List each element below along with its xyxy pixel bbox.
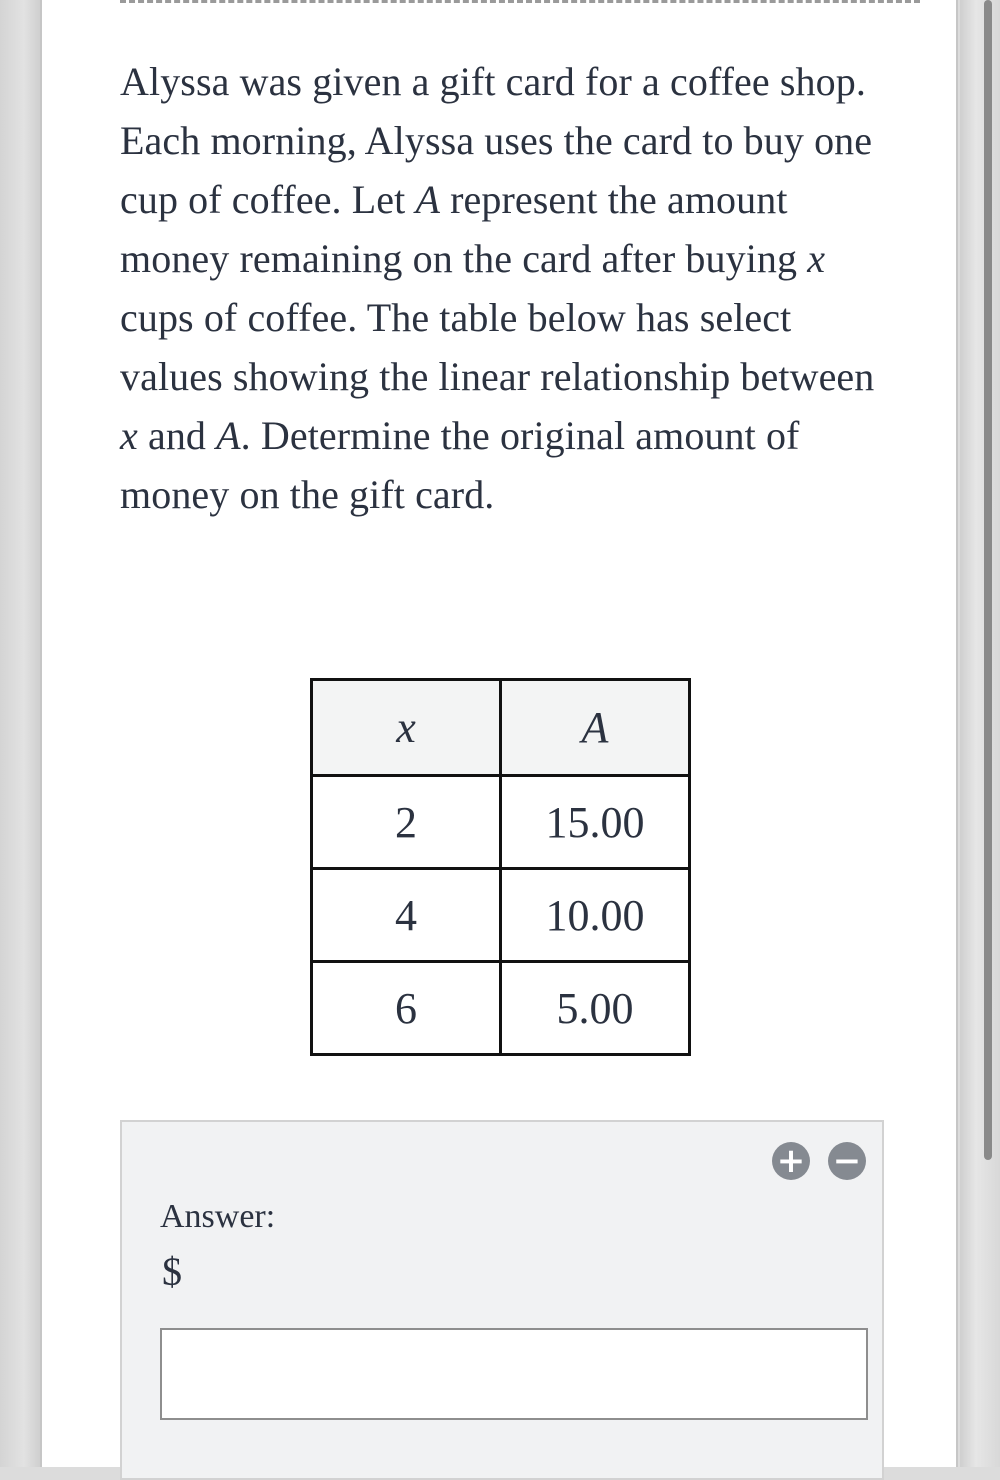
- question-part-5: . Determine the original amount of money on the gift card.: [120, 413, 800, 517]
- question-part-4: and: [137, 413, 217, 458]
- top-divider: [120, 0, 920, 3]
- cell-x: 2: [312, 776, 501, 869]
- answer-input[interactable]: [160, 1328, 868, 1420]
- minus-icon[interactable]: −: [828, 1142, 866, 1180]
- table-row: [312, 962, 690, 1055]
- question-part-3: cups of coffee. The table below has select values showing the linear relationship between: [120, 295, 875, 399]
- plus-icon[interactable]: +: [772, 1142, 810, 1180]
- scrollbar[interactable]: [984, 0, 992, 1160]
- question-text: [120, 52, 900, 524]
- table-row: [312, 869, 690, 962]
- cell-a: 5.00: [501, 962, 690, 1055]
- answer-label: Answer:: [160, 1198, 276, 1235]
- background-right: [960, 0, 1000, 1467]
- cell-a: 10.00: [501, 869, 690, 962]
- answer-panel: [120, 1120, 884, 1480]
- table-header-row: [312, 680, 690, 776]
- question-part-1: Alyssa was given a gift card for a coffee shop. Each morning, Alyssa uses the card to buy one cup of coffee. Let: [120, 59, 873, 222]
- variable-a: A: [415, 177, 441, 222]
- variable-x: x: [120, 413, 138, 458]
- header-x: x: [312, 680, 501, 776]
- currency-symbol: $: [162, 1249, 182, 1294]
- cell-x: 6: [312, 962, 501, 1055]
- cell-x: 4: [312, 869, 501, 962]
- header-a: A: [501, 680, 690, 776]
- question-part-2: represent the amount money remaining on the card after buying: [120, 177, 808, 281]
- cell-a: 15.00: [501, 776, 690, 869]
- values-table: [310, 678, 691, 1056]
- variable-a: A: [216, 413, 241, 458]
- variable-x: x: [807, 236, 826, 281]
- table-row: [312, 776, 690, 869]
- question-card: [40, 0, 958, 1467]
- background-left: [0, 0, 40, 1467]
